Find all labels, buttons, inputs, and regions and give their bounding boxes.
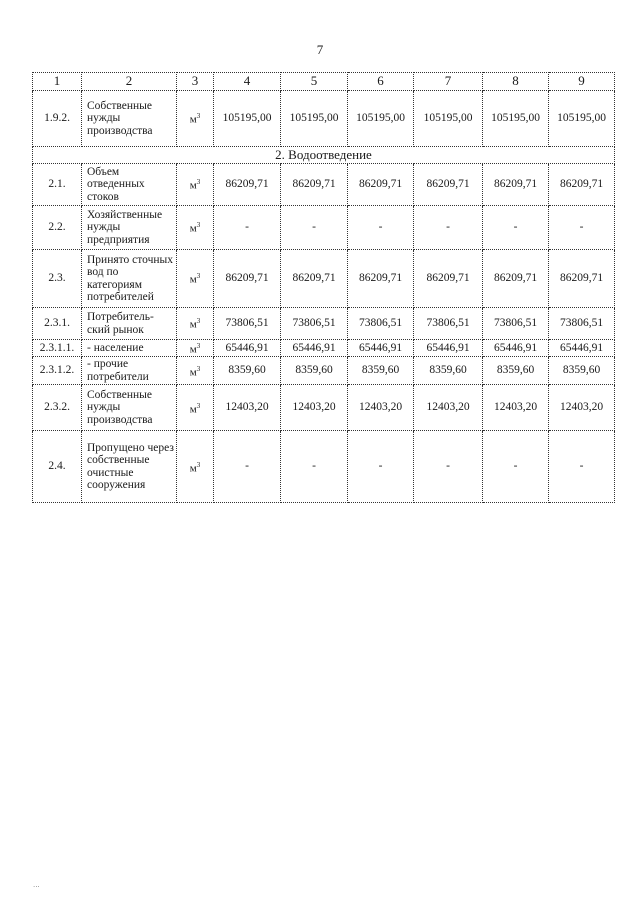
value-cell: 86209,71 [281, 164, 348, 206]
unit-label: м [189, 319, 197, 332]
table-row [33, 308, 615, 340]
unit-exponent: 3 [196, 112, 201, 121]
value-cell: 105195,00 [414, 91, 483, 147]
unit-exponent: 3 [196, 317, 201, 326]
value-cell: - [549, 431, 615, 503]
row-name: Пропущено через собственные очистные сооружения [82, 431, 177, 503]
header-cell: 4 [214, 73, 281, 91]
table-row [33, 357, 615, 385]
unit-exponent: 3 [196, 178, 201, 187]
unit-label: м [189, 462, 197, 475]
value-cell: 12403,20 [348, 385, 414, 431]
row-number: 2.4. [33, 431, 82, 503]
row-name: - прочие потребители [82, 357, 177, 385]
value-cell: - [549, 206, 615, 250]
unit-label: м [189, 180, 197, 193]
value-cell: - [281, 206, 348, 250]
row-name: - население [82, 340, 177, 357]
value-cell: 73806,51 [348, 308, 414, 340]
value-cell: 8359,60 [214, 357, 281, 385]
value-cell: 12403,20 [483, 385, 549, 431]
header-cell: 6 [348, 73, 414, 91]
table-row [33, 385, 615, 431]
value-cell: 105195,00 [281, 91, 348, 147]
row-number: 1.9.2. [33, 91, 82, 147]
value-cell: - [214, 431, 281, 503]
section-title: 2. Водоотведение [33, 147, 615, 164]
value-cell: - [348, 431, 414, 503]
value-cell: 86209,71 [348, 164, 414, 206]
value-cell: 73806,51 [549, 308, 615, 340]
value-cell: 86209,71 [483, 164, 549, 206]
value-cell: 86209,71 [281, 250, 348, 308]
header-cell: 3 [177, 73, 214, 91]
header-cell: 7 [414, 73, 483, 91]
value-cell: 73806,51 [281, 308, 348, 340]
row-number: 2.1. [33, 164, 82, 206]
value-cell: 86209,71 [483, 250, 549, 308]
value-cell: 12403,20 [414, 385, 483, 431]
value-cell: 73806,51 [483, 308, 549, 340]
value-cell: 65446,91 [214, 340, 281, 357]
header-cell: 9 [549, 73, 615, 91]
value-cell: 8359,60 [414, 357, 483, 385]
unit-exponent: 3 [196, 401, 201, 410]
unit-cell [177, 91, 214, 147]
page-number: 7 [316, 42, 324, 57]
value-cell: 86209,71 [348, 250, 414, 308]
unit-cell [177, 357, 214, 385]
unit-label: м [189, 274, 197, 287]
row-number: 2.3.1.1. [33, 340, 82, 357]
row-number: 2.3.1.2. [33, 357, 82, 385]
unit-exponent: 3 [196, 364, 201, 373]
value-cell: 12403,20 [281, 385, 348, 431]
unit-exponent: 3 [196, 221, 201, 230]
table-row [33, 91, 615, 147]
value-cell: - [348, 206, 414, 250]
value-cell: 73806,51 [214, 308, 281, 340]
value-cell: 86209,71 [549, 164, 615, 206]
unit-cell [177, 250, 214, 308]
value-cell: 12403,20 [214, 385, 281, 431]
row-name: Хозяйственные нужды предприятия [82, 206, 177, 250]
unit-exponent: 3 [196, 272, 201, 281]
row-number: 2.3. [33, 250, 82, 308]
value-cell: - [483, 206, 549, 250]
data-table [32, 72, 615, 503]
row-name: Объем отведенных стоков [82, 164, 177, 206]
row-name: Потребитель-ский рынок [82, 308, 177, 340]
value-cell: - [414, 431, 483, 503]
value-cell: 8359,60 [281, 357, 348, 385]
value-cell: 65446,91 [414, 340, 483, 357]
value-cell: 65446,91 [549, 340, 615, 357]
value-cell: 12403,20 [549, 385, 615, 431]
unit-exponent: 3 [196, 342, 201, 350]
value-cell: 86209,71 [549, 250, 615, 308]
value-cell: 65446,91 [348, 340, 414, 357]
table-row [33, 164, 615, 206]
unit-label: м [189, 343, 197, 356]
table-row [33, 431, 615, 503]
section-row [33, 147, 615, 164]
value-cell: 105195,00 [214, 91, 281, 147]
unit-label: м [189, 223, 197, 236]
header-cell: 5 [281, 73, 348, 91]
value-cell: - [414, 206, 483, 250]
value-cell: 8359,60 [549, 357, 615, 385]
unit-cell [177, 340, 214, 357]
value-cell: - [281, 431, 348, 503]
value-cell: 86209,71 [214, 164, 281, 206]
value-cell: 86209,71 [214, 250, 281, 308]
unit-cell [177, 206, 214, 250]
unit-cell [177, 308, 214, 340]
footer-mark: ... [33, 881, 40, 889]
value-cell: 73806,51 [414, 308, 483, 340]
table-row [33, 206, 615, 250]
row-name: Принято сточных вод по категориям потребителей [82, 250, 177, 308]
header-row [33, 73, 615, 91]
value-cell: 8359,60 [348, 357, 414, 385]
value-cell: 105195,00 [348, 91, 414, 147]
row-number: 2.3.2. [33, 385, 82, 431]
unit-label: м [189, 114, 197, 127]
row-number: 2.3.1. [33, 308, 82, 340]
table-body [33, 73, 615, 503]
value-cell: 86209,71 [414, 164, 483, 206]
row-name: Собственные нужды производства [82, 91, 177, 147]
header-cell: 2 [82, 73, 177, 91]
value-cell: - [483, 431, 549, 503]
value-cell: 86209,71 [414, 250, 483, 308]
value-cell: - [214, 206, 281, 250]
unit-cell [177, 431, 214, 503]
unit-cell [177, 164, 214, 206]
row-name: Собственные нужды производства [82, 385, 177, 431]
unit-label: м [189, 366, 197, 379]
unit-exponent: 3 [196, 460, 201, 469]
row-number: 2.2. [33, 206, 82, 250]
table-row [33, 250, 615, 308]
value-cell: 65446,91 [483, 340, 549, 357]
table-row [33, 340, 615, 357]
value-cell: 105195,00 [549, 91, 615, 147]
unit-label: м [189, 403, 197, 416]
value-cell: 65446,91 [281, 340, 348, 357]
header-cell: 1 [33, 73, 82, 91]
header-cell: 8 [483, 73, 549, 91]
unit-cell [177, 385, 214, 431]
value-cell: 8359,60 [483, 357, 549, 385]
value-cell: 105195,00 [483, 91, 549, 147]
